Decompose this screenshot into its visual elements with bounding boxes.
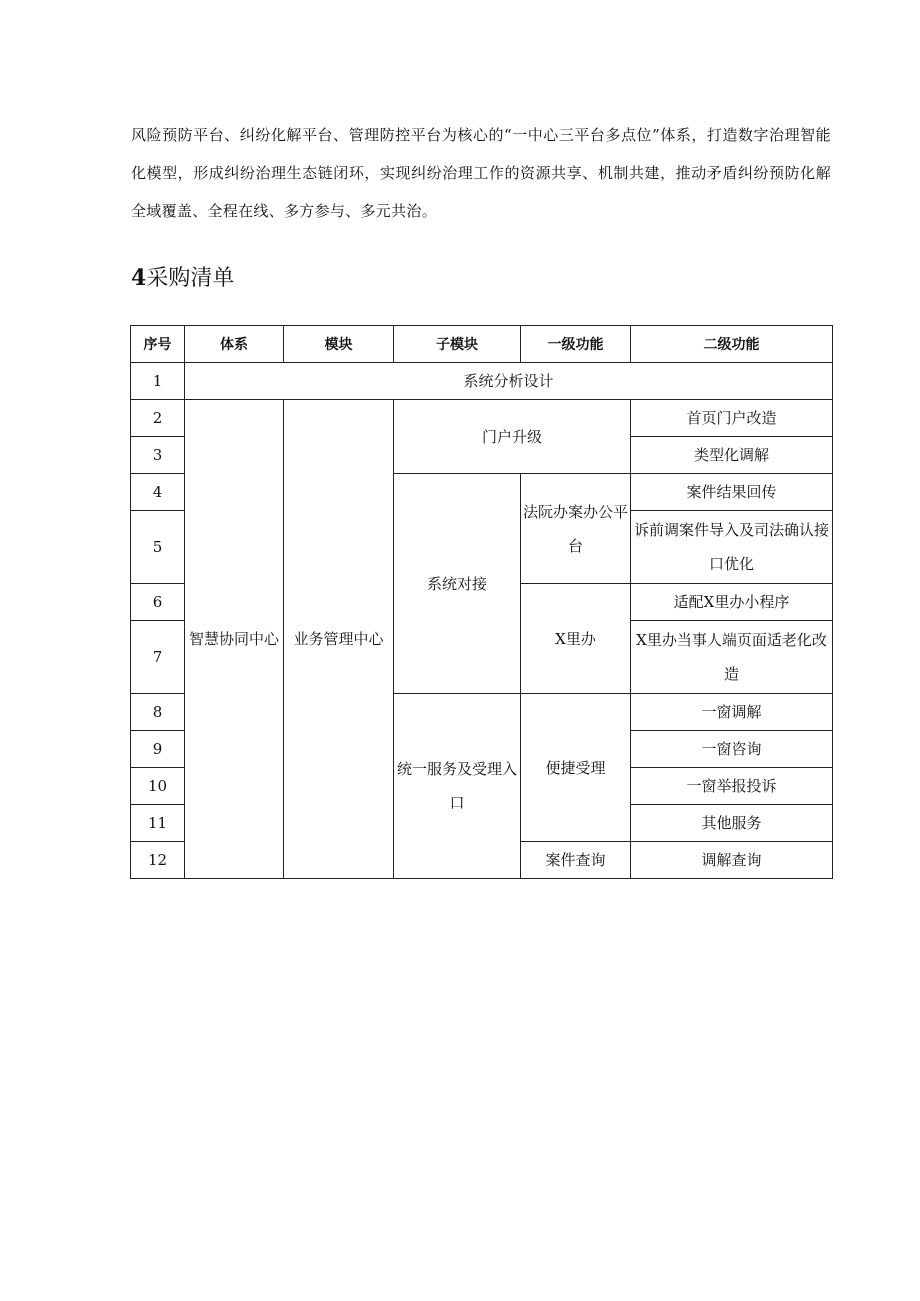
cell-seq: 1 [131,363,185,400]
table-row [131,400,833,437]
procurement-table [130,325,833,879]
cell-seq: 2 [131,400,185,437]
cell-seq: 9 [131,731,185,768]
table-row [131,363,833,400]
cell-level2: 一窗举报投诉 [631,768,833,805]
cell-system-analysis: 系统分析设计 [185,363,833,400]
cell-level2: 一窗调解 [631,694,833,731]
cell-seq: 6 [131,584,185,621]
header-system: 体系 [185,326,284,363]
header-seq: 序号 [131,326,185,363]
header-module: 模块 [284,326,394,363]
cell-level2: 诉前调案件导入及司法确认接口优化 [631,511,833,584]
cell-level1-court: 法阮办案办公平台 [521,474,631,584]
cell-seq: 5 [131,511,185,584]
cell-seq: 12 [131,842,185,879]
cell-seq: 4 [131,474,185,511]
intro-paragraph: 风险预防平台、纠纷化解平台、管理防控平台为核心的“一中心三平台多点位”体系，打造数字治理智能化模型，形成纠纷治理生态链闭环，实现纠纷治理工作的资源共享、机制共建，推动矛盾纠纷预防化解全域覆盖、全程在线、多方参与、多元共治。 [131,126,831,220]
cell-level2: 一窗咨询 [631,731,833,768]
cell-level2: 首页门户改造 [631,400,833,437]
cell-level2: 其他服务 [631,805,833,842]
header-level2: 二级功能 [631,326,833,363]
cell-seq: 11 [131,805,185,842]
cell-submodule-docking: 系统对接 [394,474,521,694]
cell-level2: 调解查询 [631,842,833,879]
section-number: 4 [131,265,147,291]
cell-submodule-service: 统一服务及受理入口 [394,694,521,879]
cell-level2: X里办当事人端页面适老化改造 [631,621,833,694]
cell-level1-xliban: X里办 [521,584,631,694]
cell-level2: 适配X里办小程序 [631,584,833,621]
table-header-row [131,326,833,363]
cell-level1-quick: 便捷受理 [521,694,631,842]
cell-seq: 8 [131,694,185,731]
section-title: 采购清单 [146,266,235,291]
cell-level1-query: 案件查询 [521,842,631,879]
cell-level2: 类型化调解 [631,437,833,474]
cell-seq: 3 [131,437,185,474]
cell-module: 业务管理中心 [284,400,394,879]
section-heading [131,258,234,299]
cell-seq: 7 [131,621,185,694]
header-submodule: 子模块 [394,326,521,363]
cell-level2: 案件结果回传 [631,474,833,511]
cell-submodule-portal: 门户升级 [394,400,631,474]
cell-seq: 10 [131,768,185,805]
header-level1: 一级功能 [521,326,631,363]
cell-system: 智慧协同中心 [185,400,284,879]
